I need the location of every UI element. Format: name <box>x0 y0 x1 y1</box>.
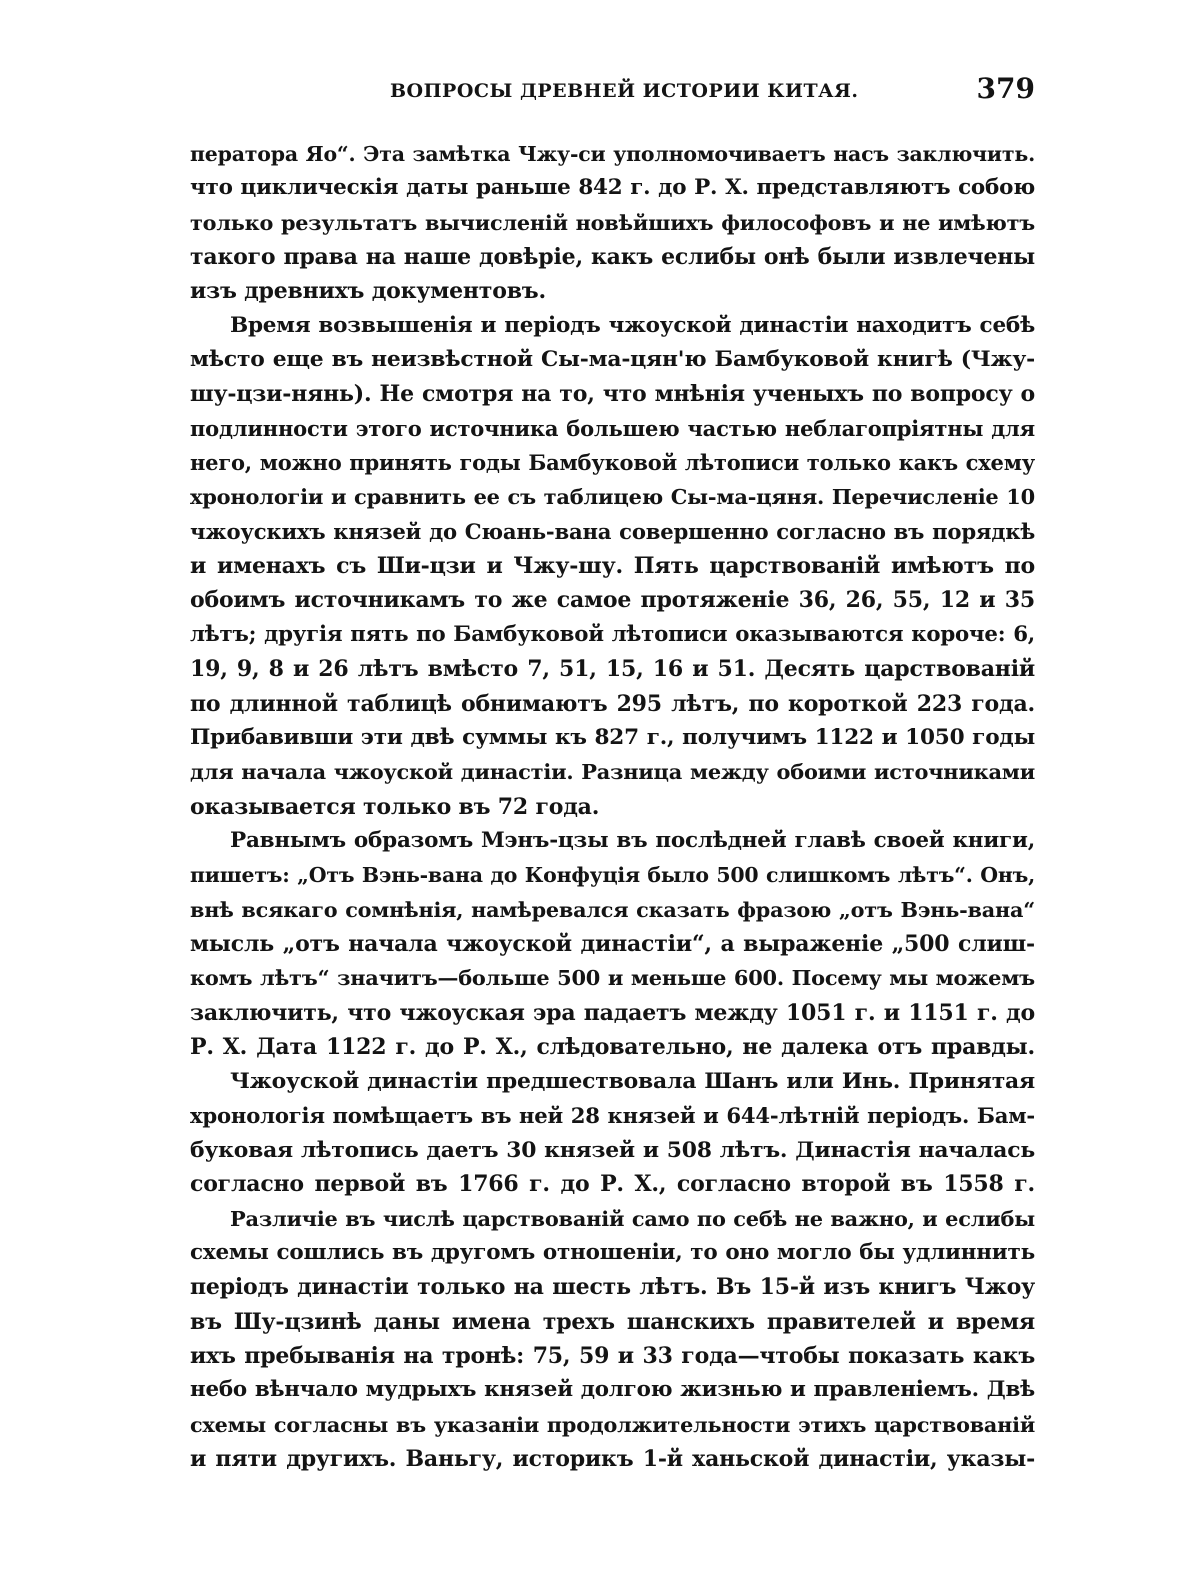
text-line: чжоускихъ князей до Сюань-вана совершенно согласно въ порядкѣ <box>190 518 1035 544</box>
page-header <box>190 72 1035 112</box>
text-line: схемы согласны въ указаніи продолжительности этихъ царствованій <box>190 1412 1035 1437</box>
text-line: заключить, что чжоуская эра падаетъ между 1051 г. и 1151 г. до <box>190 999 1035 1026</box>
body-text <box>190 137 1035 1476</box>
text-line: внѣ всякаго сомнѣнія, намѣревался сказать фразою „отъ Вэнь-вана“ <box>190 897 1035 922</box>
text-line: что циклическія даты раньше 842 г. до Р. Х. представляютъ собою <box>190 175 1035 201</box>
text-line: Прибавивши эти двѣ суммы къ 827 г., получимъ 1122 и 1050 годы <box>190 724 1035 750</box>
page-number: 379 <box>976 72 1035 105</box>
text-line: согласно первой въ 1766 г. до Р. Х., согласно второй въ 1558 г. <box>190 1171 1035 1198</box>
text-line: изъ древнихъ документовъ. <box>190 278 546 305</box>
text-line: хронологіи и сравнить ее съ таблицею Сы-ма-цяня. Перечисленіе 10 <box>190 484 1035 510</box>
text-line: буковая лѣтопись даетъ 30 князей и 508 лѣтъ. Династія началась <box>190 1136 1035 1163</box>
text-line: мысль „отъ начала чжоуской династіи“, а выраженіе „500 слиш- <box>190 930 1035 957</box>
text-line: схемы сошлись въ другомъ отношеніи, то оно могло бы удлиннить <box>190 1240 1035 1265</box>
paragraph-start-line: Равнымъ образомъ Мэнъ-цзы въ послѣдней главѣ своей книги, <box>230 827 1035 853</box>
text-line: и пяти другихъ. Ваньгу, историкъ 1-й ханьской династіи, указы- <box>190 1446 1035 1473</box>
text-line: оказывается только въ 72 года. <box>190 793 600 820</box>
text-line: 19, 9, 8 и 26 лѣтъ вмѣсто 7, 51, 15, 16 и 51. Десять царствованій <box>190 656 1035 683</box>
running-head: ВОПРОСЫ ДРЕВНЕЙ ИСТОРИИ КИТАЯ. <box>390 80 859 102</box>
paragraph-start-line: Различіе въ числѣ царствованій само по себѣ не важно, и еслибы <box>230 1205 1035 1231</box>
text-line: такого права на наше довѣріе, какъ еслибы онѣ были извлечены <box>190 244 1035 271</box>
text-line: Р. Х. Дата 1122 г. до Р. Х., слѣдовательно, не далека отъ правды. <box>190 1033 1035 1060</box>
paragraph-start-line: Время возвышенія и періодъ чжоуской династіи находитъ себѣ <box>230 312 1035 338</box>
text-line: комъ лѣтъ“ значитъ—больше 500 и меньше 600. Посему мы можемъ <box>190 965 1035 991</box>
text-line: подлинности этого источника большею частью неблагопріятны для <box>190 415 1035 441</box>
text-line: обоимъ источникамъ то же самое протяженіе 36, 26, 55, 12 и 35 <box>190 587 1035 614</box>
text-line: періодъ династіи только на шесть лѣтъ. Въ 15-й изъ книгъ Чжоу <box>190 1274 1035 1301</box>
text-line: только результатъ вычисленій новѣйшихъ философовъ и не имѣютъ <box>190 209 1035 235</box>
paragraph-start-line: Чжоуской династіи предшествовала Шанъ или Инь. Принятая <box>230 1068 1035 1095</box>
text-line: пишетъ: „Отъ Вэнь-вана до Конфуція было 500 слишкомъ лѣтъ“. Онъ, <box>190 863 1035 888</box>
text-line: шу-цзи-нянь). Не смотря на то, что мнѣнія ученыхъ по вопросу о <box>190 381 1035 408</box>
text-line: лѣтъ; другія пять по Бамбуковой лѣтописи оказываются короче: 6, <box>190 621 1035 647</box>
text-line: и именахъ съ Ши-цзи и Чжу-шу. Пять царствованій имѣютъ по <box>190 553 1035 580</box>
text-line: ихъ пребыванія на тронѣ: 75, 59 и 33 года—чтобы показать какъ <box>190 1343 1035 1370</box>
text-line: по длинной таблицѣ обнимаютъ 295 лѣтъ, по короткой 223 года. <box>190 690 1035 717</box>
text-line: для начала чжоуской династіи. Разница между обоими источниками <box>190 759 1035 785</box>
text-line: въ Шу-цзинѣ даны имена трехъ шанскихъ правителей и время <box>190 1308 1035 1335</box>
text-line: небо вѣнчало мудрыхъ князей долгою жизнью и правленіемъ. Двѣ <box>190 1377 1035 1403</box>
text-line: него, можно принять годы Бамбуковой лѣтописи только какъ схему <box>190 450 1035 476</box>
text-line: мѣсто еще въ неизвѣстной Сы-ма-цян'ю Бамбуковой книгѣ (Чжу- <box>190 347 1035 373</box>
text-line: ператора Яо“. Эта замѣтка Чжу-си уполномочиваетъ насъ заключить. <box>190 142 1035 166</box>
text-line: хронологія помѣщаетъ въ ней 28 князей и 644-лѣтній періодъ. Бам- <box>190 1102 1035 1128</box>
